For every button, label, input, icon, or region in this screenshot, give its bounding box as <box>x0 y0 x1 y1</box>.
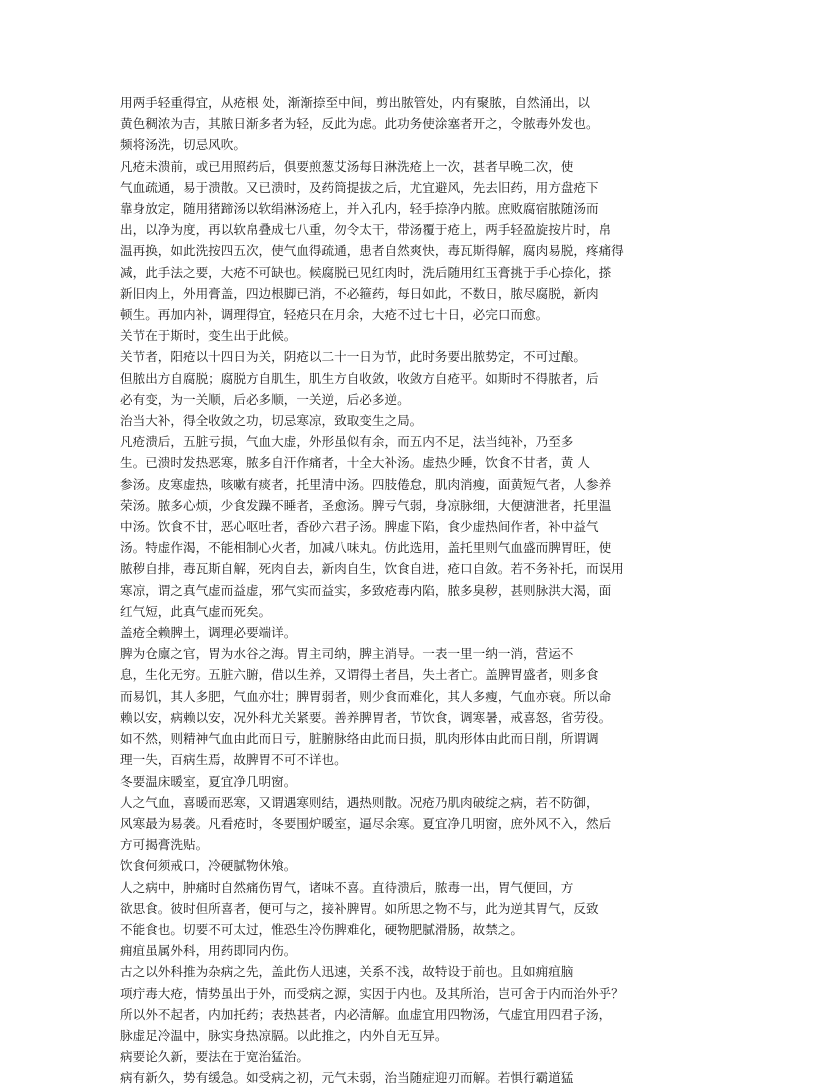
text-line: 关节在于斯时，变生出于此候。 <box>120 328 297 344</box>
text-line: 治当大补，得全收敛之功，切忌寒凉，致取变生之局。 <box>120 413 423 429</box>
text-line: 而易饥，其人多肥，气血亦壮；脾胃弱者，则少食而难化，其人多瘦，气血亦衰。所以命 <box>120 688 612 704</box>
text-line: 红气短，此真气虚而死矣。 <box>120 603 272 619</box>
text-line: 中汤。饮食不甘，恶心呕吐者，香砂六君子汤。脾虚下陷，食少虚热间作者，补中益气 <box>120 519 599 535</box>
text-line: 方可揭膏洗贴。 <box>120 837 209 853</box>
text-line: 人之气血，喜暖而恶寒，又谓遇寒则结，遇热则散。况疮乃肌肉破绽之病，若不防御， <box>120 794 599 810</box>
text-line: 病有新久，势有缓急。如受病之初，元气未弱，治当随症迎刃而解。若惧行霸道猛 <box>120 1070 574 1086</box>
text-line: 如不然，则精神气血由此而日亏，脏腑脉络由此而日损，肌肉形体由此而日削，所谓调 <box>120 731 599 747</box>
text-line: 关节者，阳疮以十四日为关，阴疮以二十一日为节，此时务要出脓势定，不可过酿。 <box>120 349 586 365</box>
text-line: 凡疮溃后，五脏亏损，气血大虚，外形虽似有余，而五内不足，法当纯补，乃至多 <box>120 434 574 450</box>
text-line: 温再换，如此洗按四五次，使气血得疏通，患者自然爽快，毒瓦斯得解，腐肉易脱，疼痛得 <box>120 243 624 259</box>
text-line: 所以外不起者，内加托药；表热甚者，内必清解。血虚宜用四物汤，气虚宜用四君子汤， <box>120 1006 612 1022</box>
text-line: 黄色稠浓为吉，其脓日渐多者为轻，反此为虑。此功务使涂塞者开之，令脓毒外发也。 <box>120 116 599 132</box>
text-line: 风寒最为易袭。凡看疮时，冬要围炉暖室，逼尽余寒。夏宜净几明窗，庶外风不入，然后 <box>120 815 612 831</box>
text-line: 顿生。再加内补，调理得宜，轻疮只在月余，大疮不过七十日，必完口而愈。 <box>120 307 549 323</box>
text-line: 凡疮未溃前，或已用照药后，俱要煎葱艾汤每日淋洗疮上一次，甚者早晚二次，使 <box>120 158 574 174</box>
text-line: 不能食也。切要不可太过，惟恐生冷伤脾难化，硬物肥腻滑肠，故禁之。 <box>120 921 523 937</box>
text-line: 荣汤。脓多心烦，少食发躁不睡者，圣愈汤。脾亏气弱，身凉脉细，大便溏泄者，托里温 <box>120 497 612 513</box>
text-line: 人之病中，肿痛时自然痛伤胃气，诸味不喜。直待溃后，脓毒一出，胃气便回，方 <box>120 879 574 895</box>
text-line: 寒凉，谓之真气虚而益虚，邪气实而益实，多致疮毒内陷，脓多臭秽，甚则脉洪大渴，面 <box>120 582 612 598</box>
text-line: 脉虚足冷温中，脉实身热凉膈。以此推之，内外自无互异。 <box>120 1027 448 1043</box>
document-page <box>120 92 710 1089</box>
text-line: 靠身放定，随用猪蹄汤以软绢淋汤疮上，并入孔内，轻手捺净内脓。庶败腐宿脓随汤而 <box>120 201 599 217</box>
text-line: 用两手轻重得宜，从疮根 处，渐渐捺至中间，剪出脓管处，内有聚脓，自然涌出，以 <box>120 95 590 110</box>
text-line: 新旧肉上，外用膏盖，四边根脚已消，不必箍药，每日如此，不数日，脓尽腐脱，新肉 <box>120 285 599 301</box>
text-line: 冬要温床暖室，夏宜净几明窗。 <box>120 773 297 789</box>
text-line: 古之以外科推为杂病之先，盖此伤人迅速，关系不浅，故特设于前也。且如痈疽脑 <box>120 964 574 980</box>
text-line: 项疔毒大疮，情势虽出于外，而受病之源，实因于内也。及其所治，岂可舍于内而治外乎？ <box>120 985 624 1001</box>
text-line: 必有变，为一关顺，后必多顺，一关逆，后必多逆。 <box>120 391 410 407</box>
text-line: 饮食何须戒口，冷硬腻物休飧。 <box>120 858 297 874</box>
text-line: 病要论久新，要法在于宽治猛治。 <box>120 1049 309 1065</box>
text-line: 汤。特虚作渴，不能相制心火者，加减八味丸。仿此选用，盖托里则气血盛而脾胃旺，使 <box>120 540 612 556</box>
text-line: 痈疽虽属外科，用药即同内伤。 <box>120 943 297 959</box>
text-line: 出，以净为度，再以软帛叠成七八重，勿令太干，带汤覆于疮上，两手轻盈旋按片时，帛 <box>120 222 612 238</box>
text-line: 参汤。皮寒虚热，咳嗽有痰者，托里清中汤。四肢倦怠，肌肉消瘦，面黄短气者，人参养 <box>120 476 612 492</box>
text-line: 减，此手法之要，大疮不可缺也。候腐脱已见红肉时，洗后随用红玉膏挑于手心捺化，搽 <box>120 264 612 280</box>
text-line: 生。已溃时发热恶寒，脓多自汗作痛者，十全大补汤。虚热少睡，饮食不甘者，黄 人 <box>120 455 590 471</box>
text-line: 气血疏通，易于溃散。又已溃时，及药筒提拔之后，尤宜避风，先去旧药，用方盘疮下 <box>120 179 599 195</box>
text-line: 赖以安，病赖以安，况外科尤关紧要。善养脾胃者，节饮食，调寒暑，戒喜怒，省劳役。 <box>120 709 612 725</box>
text-line: 脾为仓廪之官，胃为水谷之海。胃主司纳，脾主消导。一表一里一纳一消，营运不 <box>120 646 574 662</box>
text-line: 频将汤洗，切忌风吹。 <box>120 137 246 153</box>
text-line: 息，生化无穷。五脏六腑，借以生养，又谓得土者昌，失土者亡。盖脾胃盛者，则多食 <box>120 667 599 683</box>
text-line: 但脓出方自腐脱；腐脱方自肌生，肌生方自收敛，收敛方自疮平。如斯时不得脓者，后 <box>120 370 599 386</box>
text-line: 理一失，百病生焉，故脾胃不可不详也。 <box>120 752 347 768</box>
text-line: 盖疮全赖脾土，调理必要端详。 <box>120 625 297 641</box>
text-line: 脓秽自排，毒瓦斯自解，死肉自去，新肉自生，饮食自进，疮口自敛。若不务补托，而误用 <box>120 561 624 577</box>
text-line: 欲思食。彼时但所喜者，便可与之，接补脾胃。如所思之物不与，此为逆其胃气，反致 <box>120 900 599 916</box>
